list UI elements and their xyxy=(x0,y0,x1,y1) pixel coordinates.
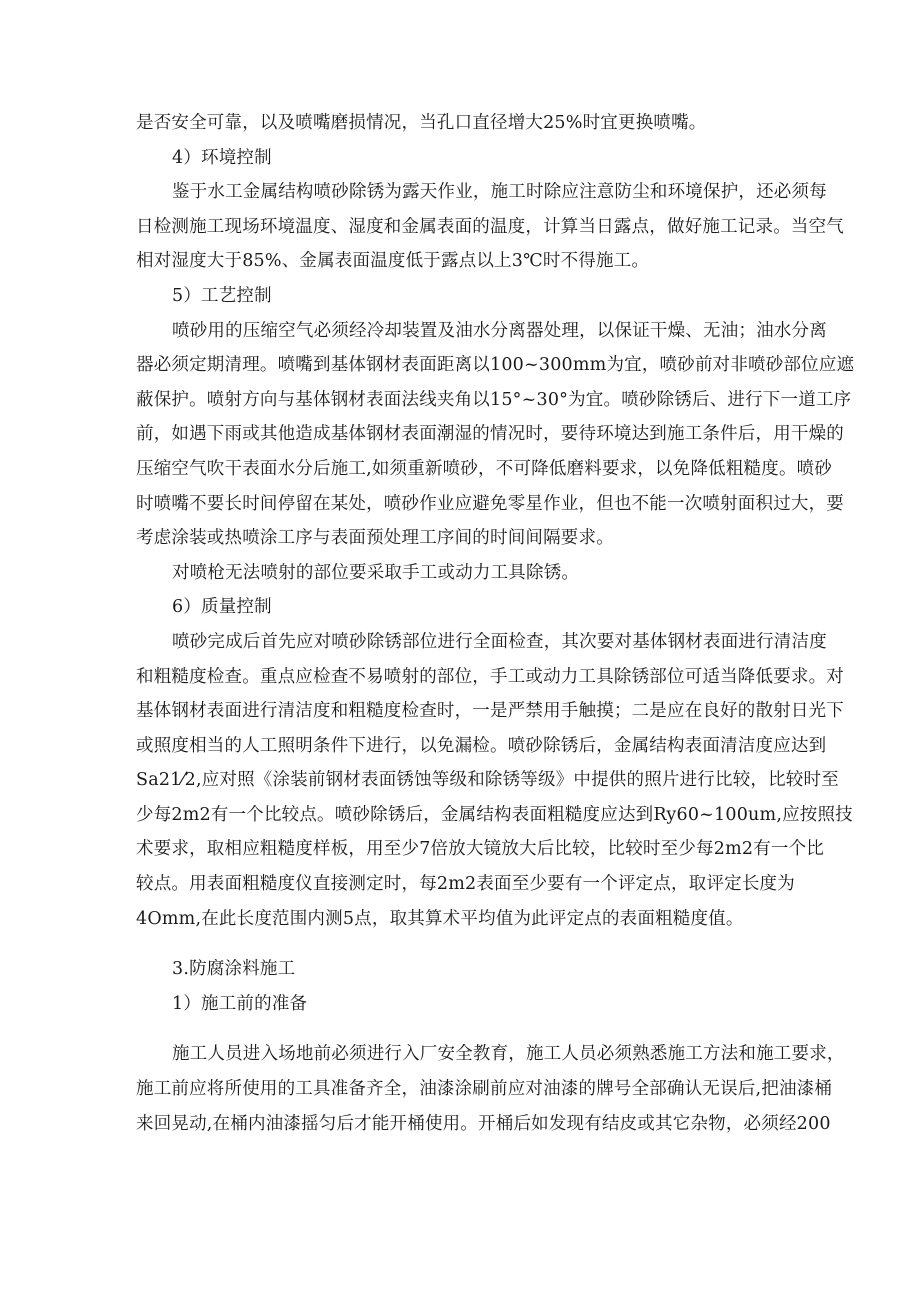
paragraph-line: 对喷枪无法喷射的部位要采取手工或动力工具除锈。 xyxy=(172,562,580,583)
paragraph-line: 施工人员进入场地前必须进行入厂安全教育，施工人员必须熟悉施工方法和施工要求， xyxy=(172,1044,845,1065)
paragraph-line: 相对湿度大于85%、金属表面温度低于露点以上3℃时不得施工。 xyxy=(136,251,650,272)
paragraph xyxy=(136,106,826,141)
paragraph-line: 喷砂完成后首先应对喷砂除锈部位进行全面检查，其次要对基体钢材表面进行清洁度 xyxy=(172,631,827,652)
paragraph-line: 考虑涂装或热喷涂工序与表面预处理工序间的时间间隔要求。 xyxy=(136,528,614,549)
paragraph-line: 施工前应将所使用的工具准备齐全，油漆涂刷前应对油漆的牌号全部确认无误后,把油漆桶 xyxy=(136,1079,833,1100)
paragraph xyxy=(136,556,826,591)
paragraph-line: 术要求，取相应粗糙度样板，用至少7倍放大镜放大后比较，比较时至少每2m2有一个比 xyxy=(136,839,824,860)
paragraph xyxy=(136,1037,845,1141)
paragraph-gap xyxy=(136,936,826,952)
paragraph-line: 压缩空气吹干表面水分后施工,如须重新喷砂，不可降低磨料要求，以免降低粗糙度。喷砂 xyxy=(136,458,833,479)
paragraph-line: 或照度相当的人工照明条件下进行，以免漏检。喷砂除锈后，金属结构表面清洁度应达到 xyxy=(136,735,827,756)
paragraph xyxy=(136,175,844,279)
paragraph-line: 来回晃动,在桶内油漆摇匀后才能开桶使用。开桶后如发现有结皮或其它杂物，必须经200 xyxy=(136,1113,831,1134)
paragraph-line: 喷砂用的压缩空气必须经冷却装置及油水分离器处理，以保证干燥、无油；油水分离 xyxy=(172,320,827,341)
heading-text: 4）环境控制 xyxy=(172,147,272,168)
paragraph xyxy=(136,314,855,556)
section-heading xyxy=(136,987,826,1022)
paragraph-line: 是否安全可靠，以及喷嘴磨损情况，当孔口直径增大25%时宜更换喷嘴。 xyxy=(136,113,707,133)
paragraph xyxy=(136,625,853,936)
paragraph-line: 前，如遇下雨或其他造成基体钢材表面潮湿的情况时，要待环境达到施工条件后，用干燥的 xyxy=(136,424,844,445)
heading-text: 6）质量控制 xyxy=(172,597,272,618)
paragraph-gap xyxy=(136,1021,826,1037)
paragraph-line: 基体钢材表面进行清洁度和粗糙度检查时，一是严禁用手触摸；二是应在良好的散射日光下 xyxy=(136,701,844,722)
paragraph-line: 少每2m2有一个比较点。喷砂除锈后，金属结构表面粗糙度应达到Ry60~100um,应按照技 xyxy=(136,804,853,825)
section-heading xyxy=(136,279,826,314)
heading-text: 3.防腐涂料施工 xyxy=(172,959,296,980)
section-heading xyxy=(136,590,826,625)
section-heading xyxy=(136,141,826,176)
paragraph-line: 4Omm,在此长度范围内测5点，取其算术平均值为此评定点的表面粗糙度值。 xyxy=(136,908,744,929)
paragraph-line: 蔽保护。喷射方向与基体钢材表面法线夹角以15°~30°为宜。喷砂除锈后、进行下一道工序 xyxy=(136,389,852,410)
paragraph-line: 鉴于水工金属结构喷砂除锈为露天作业，施工时除应注意防尘和环境保护，还必须每 xyxy=(172,182,827,203)
section-heading xyxy=(136,952,826,987)
document-body xyxy=(136,106,855,1141)
heading-text: 1）施工前的准备 xyxy=(172,993,308,1014)
paragraph-line: 时喷嘴不要长时间停留在某处，喷砂作业应避免零星作业，但也不能一次喷射面积过大，要 xyxy=(136,493,844,514)
heading-text: 5）工艺控制 xyxy=(172,285,272,306)
paragraph-line: 器必须定期清理。喷嘴到基体钢材表面距离以100~300mm为宜，喷砂前对非喷砂部位应遮 xyxy=(136,355,855,376)
paragraph-line: 和粗糙度检查。重点应检查不易喷射的部位，手工或动力工具除锈部位可适当降低要求。对 xyxy=(136,666,844,687)
paragraph-line: Sa21⁄2,应对照《涂装前钢材表面锈蚀等级和除锈等级》中提供的照片进行比较，比较时至 xyxy=(136,770,839,791)
paragraph-line: 日检测施工现场环境温度、湿度和金属表面的温度，计算当日露点，做好施工记录。当空气 xyxy=(136,216,844,237)
paragraph-line: 较点。用表面粗糙度仪直接测定时，每2m2表面至少要有一个评定点，取评定长度为 xyxy=(136,874,795,895)
